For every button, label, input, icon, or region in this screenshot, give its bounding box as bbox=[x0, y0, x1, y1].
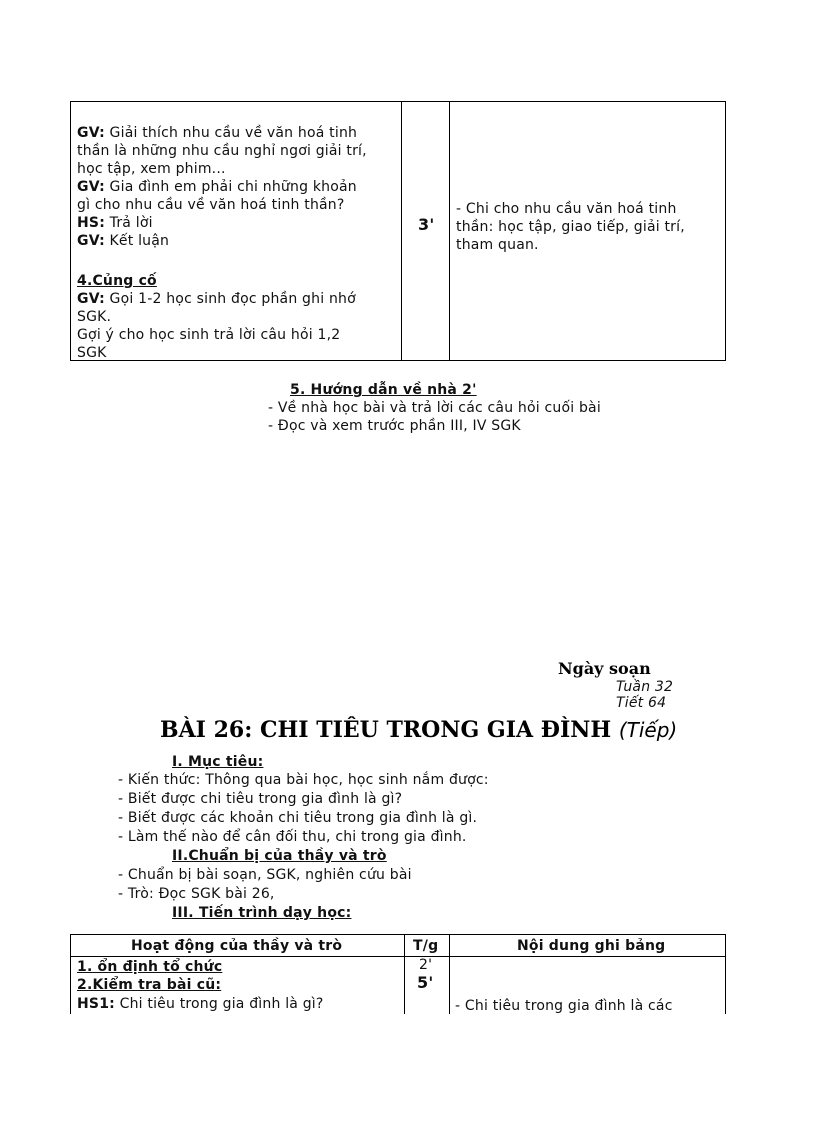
row-old-lesson-time: 5' bbox=[417, 973, 434, 992]
objective-item: - Biết được các khoản chi tiêu trong gia đình là gì. bbox=[118, 810, 478, 826]
header-activity: Hoạt động của thầy và trò bbox=[131, 938, 343, 954]
activity-line-11 bbox=[77, 308, 111, 326]
header-content: Nội dung ghi bảng bbox=[517, 938, 666, 954]
column-divider bbox=[404, 935, 405, 1014]
role-label: GV: bbox=[77, 233, 105, 249]
activity-text: SGK bbox=[77, 345, 107, 360]
row-hs1-content: - Chi tiêu trong gia đình là các bbox=[455, 998, 673, 1013]
activity-line-10 bbox=[77, 290, 356, 308]
homework-item-1: - Về nhà học bài và trả lời các câu hỏi cuối bài bbox=[268, 400, 601, 416]
activity-text: Gợi ý cho học sinh trả lời câu hỏi 1,2 bbox=[77, 327, 341, 343]
activity-line-4 bbox=[77, 178, 357, 196]
row-stabilize: 1. ổn định tổ chức bbox=[77, 959, 223, 975]
column-divider bbox=[449, 935, 450, 1014]
activity-line-7 bbox=[77, 232, 169, 250]
board-line-2: thần: học tập, giao tiếp, giải trí, bbox=[456, 219, 685, 235]
objectives-heading: I. Mục tiêu: bbox=[172, 754, 264, 770]
board-content-cell bbox=[450, 102, 725, 360]
activity-text: Kết luận bbox=[104, 233, 170, 249]
role-label: GV: bbox=[77, 179, 105, 195]
lesson-title-suffix: (Tiếp) bbox=[618, 718, 678, 742]
consolidation-heading: 4.Củng cố bbox=[77, 273, 157, 289]
prep-item: - Trò: Đọc SGK bài 26, bbox=[118, 886, 275, 902]
homework-heading: 5. Hướng dẫn về nhà 2' bbox=[290, 382, 477, 398]
prep-heading: II.Chuẩn bị của thầy và trò bbox=[172, 848, 387, 864]
activity-text: Gia đình em phải chi những khoản bbox=[104, 179, 357, 195]
row-stabilize-time: 2' bbox=[419, 957, 433, 973]
activity-text: Trả lời bbox=[105, 215, 153, 231]
role-label: GV: bbox=[77, 125, 105, 141]
lesson-title-text: BÀI 26: CHI TIÊU TRONG GIA ĐÌNH bbox=[160, 717, 612, 743]
activity-line-12 bbox=[77, 326, 340, 344]
homework-item-2: - Đọc và xem trước phần III, IV SGK bbox=[268, 418, 521, 434]
time-value: 3' bbox=[418, 215, 435, 234]
activity-line-5 bbox=[77, 196, 345, 214]
role-label: HS: bbox=[77, 215, 105, 231]
activity-text: SGK. bbox=[77, 309, 112, 325]
activity-table-bottom bbox=[70, 934, 726, 1014]
teacher-student-activity-cell bbox=[71, 102, 402, 360]
time-cell bbox=[402, 102, 450, 360]
lesson-title bbox=[160, 717, 677, 743]
activity-line-3 bbox=[77, 160, 226, 178]
activity-text: Giải thích nhu cầu về văn hoá tinh bbox=[104, 125, 358, 141]
activity-table-top bbox=[70, 101, 726, 361]
activity-line-2 bbox=[77, 142, 367, 160]
role-label: GV: bbox=[77, 291, 105, 307]
activity-line-6 bbox=[77, 214, 153, 232]
activity-text: Chi tiêu trong gia đình là gì? bbox=[114, 996, 324, 1012]
week-label: Tuần 32 bbox=[616, 679, 674, 695]
prep-item: - Chuẩn bị bài soạn, SGK, nghiên cứu bài bbox=[118, 867, 412, 883]
objective-item: - Làm thế nào để cân đối thu, chi trong gia đình. bbox=[118, 829, 467, 845]
objective-item: - Kiến thức: Thông qua bài học, học sinh nắm được: bbox=[118, 772, 489, 788]
board-line-3: tham quan. bbox=[456, 237, 539, 253]
activity-text: học tập, xem phim... bbox=[77, 161, 226, 177]
board-line-1: - Chi cho nhu cầu văn hoá tinh bbox=[456, 201, 677, 217]
header-time: T/g bbox=[413, 938, 439, 954]
activity-line-1 bbox=[77, 124, 357, 142]
activity-text: Gọi 1-2 học sinh đọc phần ghi nhớ bbox=[104, 291, 356, 307]
date-label: Ngày soạn bbox=[558, 659, 651, 678]
process-heading: III. Tiến trình dạy học: bbox=[172, 905, 352, 921]
period-label: Tiết 64 bbox=[616, 695, 667, 711]
activity-text: gì cho nhu cầu về văn hoá tinh thần? bbox=[77, 197, 345, 213]
row-hs1 bbox=[77, 995, 324, 1013]
table-header-row bbox=[71, 935, 725, 957]
role-label: HS1: bbox=[77, 996, 115, 1012]
activity-text: thần là những nhu cầu nghỉ ngơi giải trí, bbox=[77, 143, 367, 159]
activity-line-13 bbox=[77, 344, 107, 360]
objective-item: - Biết được chi tiêu trong gia đình là gì? bbox=[118, 791, 403, 807]
row-old-lesson: 2.Kiểm tra bài cũ: bbox=[77, 977, 222, 993]
